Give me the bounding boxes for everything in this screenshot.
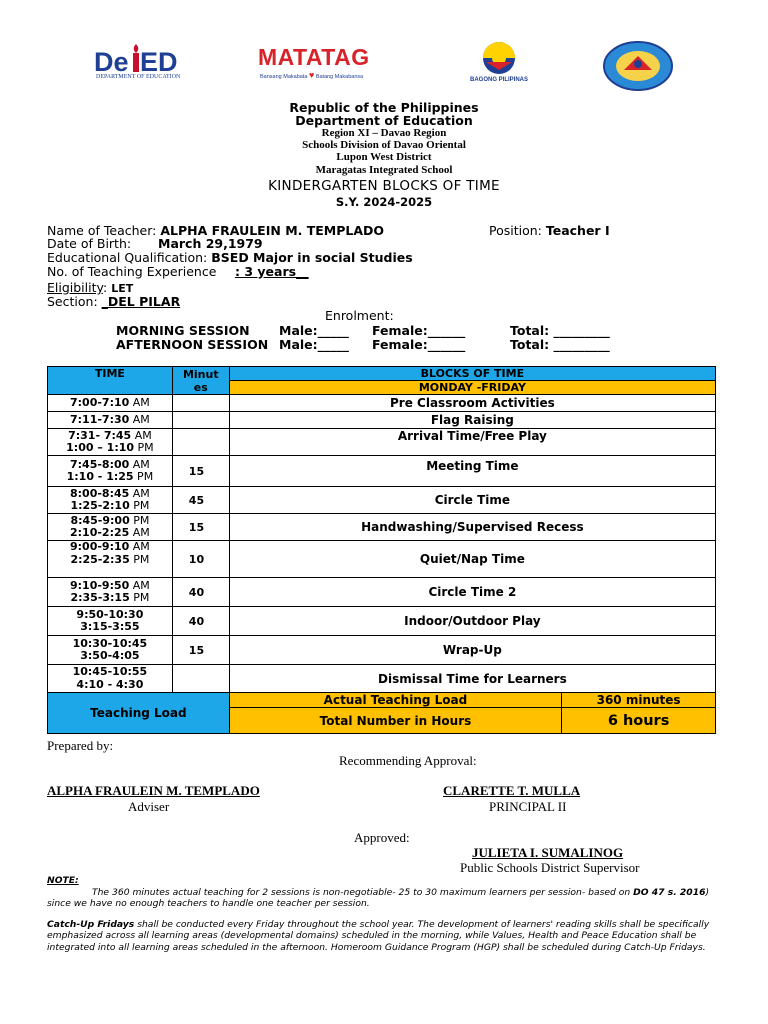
time-cell: 7:31- 7:45 AM 1:00 – 1:10 PM <box>48 429 173 456</box>
bagong-pilipinas-logo <box>456 38 542 88</box>
adviser-title: Adviser <box>128 799 170 814</box>
note-p1-end: ) since we have no enough teachers to handle one teacher per session. <box>47 886 710 909</box>
minutes-cell: 40 <box>172 578 229 607</box>
activity-cell: Wrap-Up <box>229 636 715 665</box>
principal-name: CLARETTE T. MULLA <box>443 783 581 798</box>
minutes-cell: 40 <box>172 607 229 636</box>
division-seal-graphic <box>602 40 674 92</box>
morning-female: Female:______ <box>372 323 466 338</box>
teacher-label: Name of Teacher: <box>47 223 161 238</box>
supervisor-name: JULIETA I. SUMALINOG <box>472 845 624 860</box>
teacher-name: ALPHA FRAULEIN M. TEMPLADO <box>160 223 385 238</box>
note-p1-bold: DO 47 s. 2016 <box>633 886 706 898</box>
experience-label: No. of Teaching Experience <box>47 264 217 279</box>
table-row <box>48 514 716 541</box>
table-row <box>48 541 716 578</box>
morning-session-label: MORNING SESSION <box>116 323 250 338</box>
matatag-logo <box>258 44 378 84</box>
minutes-cell <box>172 665 229 693</box>
header-school: Maragatas Integrated School <box>315 164 453 176</box>
note-paragraph-1 <box>47 887 719 910</box>
afternoon-session-label: AFTERNOON SESSION <box>116 337 269 352</box>
table-row <box>48 578 716 607</box>
minutes-cell <box>172 412 229 429</box>
position-row <box>489 223 610 238</box>
matatag-sub-1: Bansang Makabata <box>260 74 308 80</box>
afternoon-female: Female:______ <box>372 337 466 352</box>
header-region: Region XI – Davao Region <box>321 127 447 139</box>
matatag-logo-text: MATATAG <box>258 44 370 70</box>
section-label: Section: <box>47 294 102 309</box>
activity-cell: Circle Time <box>229 487 715 514</box>
time-cell: 7:00-7:10 AM <box>48 395 173 412</box>
morning-male: Male:_____ <box>279 323 349 338</box>
header-district: Lupon West District <box>336 151 432 163</box>
qualification-value: BSED Major in social Studies <box>211 250 413 265</box>
note-p2-text: shall be conducted every Friday throughout the school year. The development of learners' reading skills shall be specifically emphasized across all learning areas (developmental domains) scheduled in the morning, while Values, Health and Peace Education shall be integrated into all learning areas scheduled in the afternoon. Homeroom Guidance Program (HGP) shall be scheduled during Catch-Up Fridays. <box>47 918 710 953</box>
school-year: S.Y. 2024-2025 <box>335 195 433 209</box>
table-row <box>48 429 716 456</box>
bagong-pilipinas-text: BAGONG PILIPINAS <box>469 77 528 83</box>
table-header-row-1 <box>48 367 716 381</box>
eligibility-label: Eligibility <box>47 280 103 295</box>
document-title: KINDERGARTEN BLOCKS OF TIME <box>268 178 500 194</box>
position-label: Position: <box>489 223 546 238</box>
note-paragraph-2 <box>47 919 719 954</box>
activity-cell: Pre Classroom Activities <box>229 395 715 412</box>
note-label: NOTE: <box>47 875 79 886</box>
afternoon-total: Total: _________ <box>510 337 610 352</box>
section-row <box>47 294 180 309</box>
recommending-approval-label: Recommending Approval: <box>339 753 477 768</box>
deped-logo <box>94 40 204 84</box>
prepared-by-label: Prepared by: <box>47 738 114 753</box>
header-republic: Republic of the Philippines <box>289 100 479 115</box>
activity-cell: Flag Raising <box>229 412 715 429</box>
header-minutes <box>172 367 229 395</box>
header-blocks: BLOCKS OF TIME <box>229 367 715 381</box>
principal-title: PRINCIPAL II <box>489 799 567 814</box>
time-cell: 9:00-9:10 AM 2:25-2:35 PM <box>48 541 173 578</box>
svg-text:De: De <box>94 47 129 77</box>
morning-total: Total: _________ <box>510 323 610 338</box>
approved-label: Approved: <box>354 830 410 845</box>
table-row <box>48 607 716 636</box>
header-days: MONDAY -FRIDAY <box>229 381 715 395</box>
adviser-name: ALPHA FRAULEIN M. TEMPLADO <box>47 783 260 798</box>
position-value: Teacher I <box>545 223 610 238</box>
activity-cell: Dismissal Time for Learners <box>229 665 715 693</box>
eligibility-value: LET <box>111 282 134 295</box>
matatag-sub-2: Batang Makabansa <box>315 74 364 80</box>
time-cell: 10:30-10:45 3:50-4:05 <box>48 636 173 665</box>
header-time: TIME <box>48 367 173 395</box>
schedule-table <box>47 366 716 734</box>
note-p2-bold: Catch-Up Fridays <box>47 918 135 930</box>
section-value: _DEL PILAR <box>101 294 181 309</box>
minutes-cell: 15 <box>172 514 229 541</box>
header-minutes-1: Minut <box>182 367 219 381</box>
minutes-cell <box>172 429 229 456</box>
experience-value: : 3 years__ <box>235 264 309 279</box>
table-row <box>48 665 716 693</box>
activity-cell: Circle Time 2 <box>229 578 715 607</box>
time-cell: 7:45-8:00 AM 1:10 - 1:25 PM <box>48 456 173 487</box>
header-department: Department of Education <box>295 113 473 128</box>
activity-cell: Handwashing/Supervised Recess <box>229 514 715 541</box>
svg-text:ED: ED <box>140 47 178 77</box>
dob-value: March 29,1979 <box>158 236 263 251</box>
activity-cell: Arrival Time/Free Play <box>229 429 715 456</box>
actual-teaching-load-label: Actual Teaching Load <box>229 693 561 708</box>
note-block <box>47 875 719 953</box>
deped-logo-sub: DEPARTMENT OF EDUCATION <box>96 74 181 80</box>
minutes-cell <box>172 395 229 412</box>
minutes-cell: 10 <box>172 541 229 578</box>
header-division: Schools Division of Davao Oriental <box>302 139 466 151</box>
activity-cell: Indoor/Outdoor Play <box>229 607 715 636</box>
total-hours-label: Total Number in Hours <box>229 708 561 734</box>
qualification-row <box>47 250 413 265</box>
supervisor-title: Public Schools District Supervisor <box>460 860 640 875</box>
time-cell: 9:10-9:50 AM 2:35-3:15 PM <box>48 578 173 607</box>
enrolment-label: Enrolment: <box>325 308 394 323</box>
activity-cell: Quiet/Nap Time <box>229 541 715 578</box>
actual-teaching-load-value: 360 minutes <box>562 693 716 708</box>
table-row <box>48 412 716 429</box>
table-row <box>48 487 716 514</box>
teaching-load-label: Teaching Load <box>48 693 230 734</box>
teaching-load-row-1 <box>48 693 716 708</box>
table-row <box>48 456 716 487</box>
minutes-cell: 45 <box>172 487 229 514</box>
heart-icon: ♥ <box>308 70 315 80</box>
minutes-cell: 15 <box>172 636 229 665</box>
time-cell: 9:50-10:30 3:15-3:55 <box>48 607 173 636</box>
time-cell: 7:11-7:30 AM <box>48 412 173 429</box>
eligibility-colon: : <box>103 280 112 295</box>
time-cell: 10:45-10:55 4:10 - 4:30 <box>48 665 173 693</box>
minutes-cell: 15 <box>172 456 229 487</box>
afternoon-male: Male:_____ <box>279 337 349 352</box>
dob-label: Date of Birth: <box>47 236 132 251</box>
eligibility-row <box>47 280 133 295</box>
header-minutes-2: es <box>193 380 208 394</box>
activity-cell: Meeting Time <box>229 456 715 487</box>
division-seal-logo <box>602 40 674 92</box>
table-row <box>48 636 716 665</box>
table-row <box>48 395 716 412</box>
time-cell: 8:45-9:00 PM 2:10-2:25 AM <box>48 514 173 541</box>
qualification-label: Educational Qualification: <box>47 250 212 265</box>
note-p1-text: The 360 minutes actual teaching for 2 sessions is non-negotiable- 25 to 30 maximum learners per session- based on <box>92 886 634 898</box>
time-cell: 8:00-8:45 AM 1:25-2:10 PM <box>48 487 173 514</box>
total-hours-value: 6 hours <box>562 708 716 734</box>
